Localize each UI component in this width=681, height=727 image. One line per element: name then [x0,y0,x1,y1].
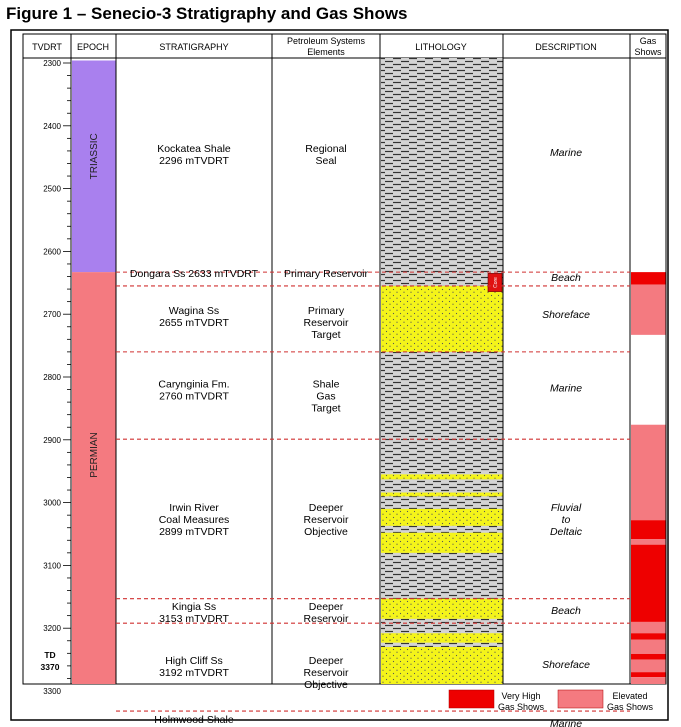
depth-tick-label: 2600 [43,247,61,257]
strat-label: 2296 mTVDRT [159,155,229,168]
pse-label: Deeper [308,654,344,667]
pse-label: Reservoir [303,317,349,330]
strat-label: High Cliff Ss [165,654,223,667]
pse-label: Reservoir [303,612,349,625]
strat-label: Holmwood Shale [154,714,234,727]
legend-label: Gas Shows [606,702,654,712]
strat-label: Carynginia Fm. [158,378,230,391]
description-label: to [561,513,571,526]
pse-label: Primary Reservoir [283,268,369,281]
pse-label: Reservoir [303,666,349,679]
pse-label: Objective [304,525,348,538]
description-label: Marine [549,718,583,727]
legend [449,690,654,712]
shale-background [381,58,503,684]
column-dividers [71,34,630,684]
header-epoch: EPOCH [76,42,110,52]
strat-label: 2760 mTVDRT [159,390,229,403]
gas-show-interval [631,654,666,660]
gas-show-interval [631,539,666,545]
description-label: Beach [551,604,581,617]
gas-show-interval [631,677,666,684]
gas-show-interval [631,672,666,677]
description-label: Shoreface [542,658,590,671]
gas-show-interval [631,660,666,673]
pse-label: Deeper [308,600,344,613]
legend-label: Very High [501,691,541,701]
legend-swatch-elevated [558,690,603,708]
depth-tick-label: 3000 [43,498,61,508]
header-pse-line1: Petroleum Systems [286,36,366,46]
pse-label: Deeper [308,501,344,514]
depth-tick-label: 3100 [43,561,61,571]
strat-label: Dongara Ss 2633 mTVDRT [129,268,259,281]
depth-tick-label: 2700 [43,310,61,320]
description-label: Fluvial [550,501,582,514]
depth-axis [41,59,71,696]
strat-label: Kockatea Shale [157,143,231,156]
gas-show-interval [631,640,666,654]
pse-label: Target [311,329,341,342]
pse-label: Objective [304,678,348,691]
strat-label: Coal Measures [158,513,230,526]
gas-show-interval [631,622,666,633]
legend-swatch-very_high [449,690,494,708]
gas-show-interval [631,520,666,539]
legend-label: Gas Shows [497,702,545,712]
pse-label: Regional [305,143,347,156]
header-tvdrt: TVDRT [32,42,62,52]
strat-label: Irwin River [169,501,219,514]
table-frame [23,34,666,684]
core-label: Core [493,277,499,288]
pse-label: Seal [315,155,337,168]
depth-tick-label: 2300 [43,59,61,68]
figure-title: Figure 1 – Senecio-3 Stratigraphy and Gas Shows [6,4,408,23]
td-label: TD [44,650,56,660]
header-lithology: LITHOLOGY [415,42,467,52]
strat-label: Kingia Ss [171,600,217,613]
header-gas-line2: Shows [634,47,662,57]
gas-show-interval [631,633,666,639]
strat-label: 3192 mTVDRT [159,666,229,679]
pse-label: Target [311,402,341,415]
unit-labels [130,143,590,727]
depth-tick-label: 2900 [43,435,61,445]
sand-bed [381,509,503,526]
sand-bed [381,633,503,642]
legend-label: Elevated [612,691,648,701]
description-label: Marine [549,147,583,160]
pse-label: Primary [307,305,345,318]
depth-tick-label: 2500 [43,184,61,194]
epoch-column [72,60,116,684]
sand-bed [381,533,503,553]
strat-label: 2899 mTVDRT [159,525,229,538]
pse-label: Reservoir [303,513,349,526]
gas-shows-column [631,272,666,684]
sand-bed [381,647,503,684]
depth-tick-label: 3300 [43,687,61,696]
lithology-column [381,58,503,684]
sand-bed [381,493,503,497]
strat-label: 3153 mTVDRT [159,612,229,625]
depth-tick-label: 2400 [43,121,61,131]
pse-label: Shale [312,378,340,391]
epoch-label-triassic: TRIASSIC [89,133,100,180]
description-label: Marine [549,382,583,395]
sand-bed [381,599,503,619]
gas-show-interval [631,272,666,285]
sand-bed [381,474,503,479]
header-gas-line1: Gas [639,36,657,46]
description-label: Beach [551,272,581,285]
strat-label: 2655 mTVDRT [159,317,229,330]
column-headers [32,36,662,57]
header-pse-line2: Elements [307,47,345,57]
gas-show-interval [631,335,666,425]
description-label: Deltaic [549,525,583,538]
pse-label: Gas [316,390,336,403]
header-description: DESCRIPTION [535,42,597,52]
epoch-label-permian: PERMIAN [89,432,100,478]
header-stratigraphy: STRATIGRAPHY [159,42,229,52]
depth-tick-label: 2800 [43,373,61,382]
gas-show-interval [631,285,666,335]
strat-label: Wagina Ss [168,305,220,318]
gas-show-interval [631,545,666,622]
depth-tick-label: 3200 [43,624,61,634]
description-label: Shoreface [542,309,590,322]
td-value: 3370 [40,662,60,672]
sand-bed [381,286,503,352]
gas-show-interval [631,425,666,520]
